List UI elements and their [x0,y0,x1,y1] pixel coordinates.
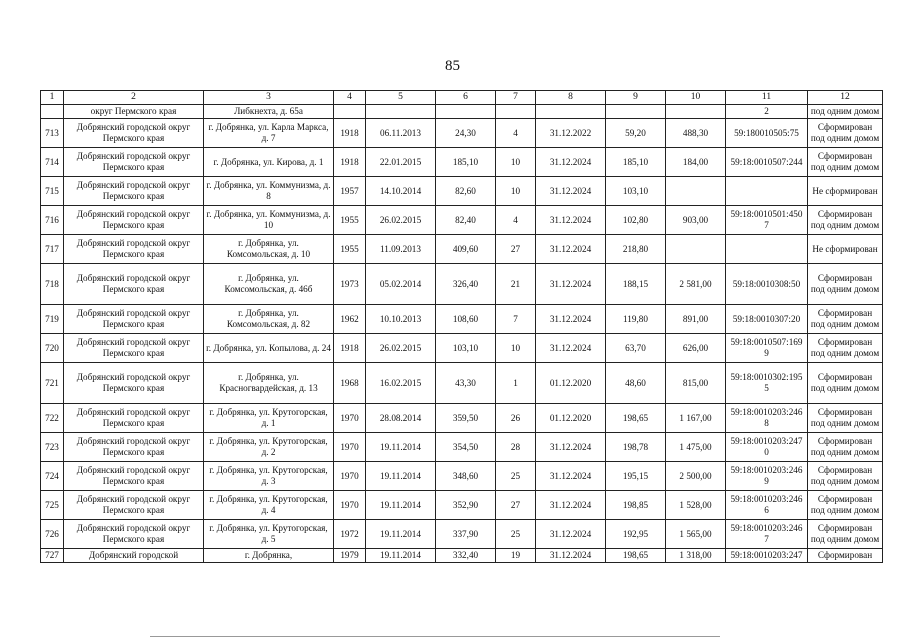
cell-municipality: Добрянский городской округ Пермского края [64,334,204,363]
cell-cadastral: 59:18:0010203:247 [726,549,808,563]
cell-area3: 184,00 [666,148,726,177]
table-row [41,433,883,462]
cell-address: г. Добрянка, ул. Комсомольская, д. 10 [204,235,334,264]
cell-residents: 4 [496,206,536,235]
cell-status: Сформирован под одним домом [808,334,883,363]
cell-deadline: 01.12.2020 [536,363,606,404]
cell-area2: 188,15 [606,264,666,305]
cell-address: г. Добрянка, [204,549,334,563]
cell-address: г. Добрянка, ул. Крутогорская, д. 2 [204,433,334,462]
cell-deadline: 31.12.2024 [536,520,606,549]
cell-deadline: 31.12.2024 [536,549,606,563]
cell-area2: 198,65 [606,404,666,433]
cell-residents: 4 [496,119,536,148]
cell-area3: 891,00 [666,305,726,334]
cell-area: 103,10 [436,334,496,363]
cell-area3: 1 167,00 [666,404,726,433]
cell-status: Сформирован под одним домом [808,264,883,305]
cell-area: 337,90 [436,520,496,549]
cell-cadastral: 59:18:0010507:169 9 [726,334,808,363]
cell-residents: 27 [496,235,536,264]
cell-municipality: Добрянский городской округ Пермского края [64,404,204,433]
cell-municipality: Добрянский городской округ Пермского края [64,235,204,264]
column-header: 7 [496,91,536,105]
cell-cadastral: 2 [726,105,808,119]
cell-area [436,105,496,119]
cell-area: 352,90 [436,491,496,520]
cell-deadline: 31.12.2024 [536,264,606,305]
cell-deadline: 31.12.2024 [536,491,606,520]
column-header: 10 [666,91,726,105]
cell-municipality: Добрянский городской округ Пермского края [64,363,204,404]
cell-deadline: 31.12.2024 [536,433,606,462]
table-row [41,491,883,520]
cell-year: 1918 [334,119,366,148]
cell-residents: 1 [496,363,536,404]
cell-municipality: Добрянский городской округ Пермского края [64,177,204,206]
cell-address: г. Добрянка, ул. Крутогорская, д. 4 [204,491,334,520]
column-header: 3 [204,91,334,105]
cell-status: Сформирован под одним домом [808,462,883,491]
cell-residents: 26 [496,404,536,433]
housing-register-table [40,90,883,563]
cell-area2: 102,80 [606,206,666,235]
cell-status: под одним домом [808,105,883,119]
column-header: 4 [334,91,366,105]
cell-area3 [666,105,726,119]
cell-address: Либкнехта, д. 65а [204,105,334,119]
cell-date: 14.10.2014 [366,177,436,206]
cell-area2: 48,60 [606,363,666,404]
cell-address: г. Добрянка, ул. Коммунизма, д. 8 [204,177,334,206]
cell-year [334,105,366,119]
cell-area2: 103,10 [606,177,666,206]
cell-area2: 192,95 [606,520,666,549]
cell-area2: 63,70 [606,334,666,363]
cell-area3: 1 528,00 [666,491,726,520]
cell-residents: 10 [496,334,536,363]
cell-year: 1970 [334,433,366,462]
cell-area3: 626,00 [666,334,726,363]
cell-area2: 185,10 [606,148,666,177]
cell-area3: 488,30 [666,119,726,148]
cell-area3: 1 475,00 [666,433,726,462]
cell-area3: 1 318,00 [666,549,726,563]
cell-no: 715 [41,177,64,206]
cell-status: Сформирован под одним домом [808,148,883,177]
cell-address: г. Добрянка, ул. Красногвардейская, д. 13 [204,363,334,404]
table-row [41,404,883,433]
column-header: 12 [808,91,883,105]
cell-date: 19.11.2014 [366,462,436,491]
cell-address: г. Добрянка, ул. Коммунизма, д. 10 [204,206,334,235]
cell-cadastral: 59:18:0010203:246 6 [726,491,808,520]
cell-deadline: 01.12.2020 [536,404,606,433]
cell-no: 723 [41,433,64,462]
cell-no: 718 [41,264,64,305]
cell-area3: 1 565,00 [666,520,726,549]
cell-status: Сформирован под одним домом [808,363,883,404]
cell-cadastral: 59:18:0010203:247 0 [726,433,808,462]
cell-municipality: Добрянский городской округ Пермского края [64,520,204,549]
cell-area2: 198,78 [606,433,666,462]
cell-no: 727 [41,549,64,563]
cell-cadastral: 59:180010505:75 [726,119,808,148]
cell-no: 726 [41,520,64,549]
cell-area: 348,60 [436,462,496,491]
cell-cadastral [726,177,808,206]
cell-year: 1957 [334,177,366,206]
cell-deadline: 31.12.2024 [536,462,606,491]
cell-year: 1970 [334,462,366,491]
cell-residents: 28 [496,433,536,462]
cell-no: 714 [41,148,64,177]
column-header: 5 [366,91,436,105]
table-row [41,148,883,177]
cell-status: Сформирован под одним домом [808,305,883,334]
cell-cadastral: 59:18:0010203:246 8 [726,404,808,433]
cell-date: 22.01.2015 [366,148,436,177]
cell-date: 26.02.2015 [366,206,436,235]
cell-status: Сформирован под одним домом [808,206,883,235]
table-row [41,305,883,334]
cell-address: г. Добрянка, ул. Крутогорская, д. 1 [204,404,334,433]
cell-area: 359,50 [436,404,496,433]
table-row [41,177,883,206]
cell-address: г. Добрянка, ул. Карла Маркса, д. 7 [204,119,334,148]
cell-municipality: округ Пермского края [64,105,204,119]
cell-area: 108,60 [436,305,496,334]
cell-no: 713 [41,119,64,148]
cell-residents: 10 [496,148,536,177]
column-header: 6 [436,91,496,105]
cell-area: 82,60 [436,177,496,206]
cell-area3: 903,00 [666,206,726,235]
cell-no: 725 [41,491,64,520]
cell-year: 1972 [334,520,366,549]
cell-no: 720 [41,334,64,363]
cell-date: 26.02.2015 [366,334,436,363]
cell-date: 19.11.2014 [366,491,436,520]
column-header: 8 [536,91,606,105]
cell-status: Сформирован под одним домом [808,491,883,520]
cell-area: 24,30 [436,119,496,148]
table-row [41,549,883,563]
table-row [41,363,883,404]
cell-cadastral: 59:18:0010507:244 [726,148,808,177]
cell-date: 10.10.2013 [366,305,436,334]
cell-year: 1918 [334,334,366,363]
cell-address: г. Добрянка, ул. Крутогорская, д. 5 [204,520,334,549]
column-header: 11 [726,91,808,105]
cell-cadastral: 59:18:0010203:246 9 [726,462,808,491]
cell-residents: 25 [496,520,536,549]
table-row [41,206,883,235]
cell-year: 1962 [334,305,366,334]
cell-no: 724 [41,462,64,491]
cell-no: 716 [41,206,64,235]
cell-residents: 27 [496,491,536,520]
cell-status: Сформирован под одним домом [808,404,883,433]
cell-no [41,105,64,119]
cell-residents: 10 [496,177,536,206]
cell-area2: 198,65 [606,549,666,563]
cell-year: 1973 [334,264,366,305]
cell-date: 05.02.2014 [366,264,436,305]
cell-date: 19.11.2014 [366,433,436,462]
cell-area2: 195,15 [606,462,666,491]
cell-date [366,105,436,119]
cell-municipality: Добрянский городской округ Пермского края [64,305,204,334]
cell-status: Не сформирован [808,235,883,264]
cell-status: Сформирован под одним домом [808,433,883,462]
cell-address: г. Добрянка, ул. Крутогорская, д. 3 [204,462,334,491]
cell-area2: 198,85 [606,491,666,520]
table-row [41,119,883,148]
cell-date: 06.11.2013 [366,119,436,148]
cell-area3: 2 581,00 [666,264,726,305]
table-row [41,462,883,491]
cell-year: 1970 [334,491,366,520]
cell-year: 1968 [334,363,366,404]
cell-no: 717 [41,235,64,264]
table-row [41,334,883,363]
cell-year: 1918 [334,148,366,177]
cell-year: 1979 [334,549,366,563]
cell-area: 43,30 [436,363,496,404]
cell-status: Сформирован под одним домом [808,119,883,148]
cell-residents: 7 [496,305,536,334]
cell-area: 409,60 [436,235,496,264]
cell-area2 [606,105,666,119]
cell-date: 28.08.2014 [366,404,436,433]
column-header: 9 [606,91,666,105]
cell-date: 11.09.2013 [366,235,436,264]
cell-area3: 815,00 [666,363,726,404]
cell-municipality: Добрянский городской округ Пермского края [64,462,204,491]
cell-no: 719 [41,305,64,334]
cell-year: 1955 [334,235,366,264]
cell-municipality: Добрянский городской округ Пермского края [64,264,204,305]
cell-year: 1955 [334,206,366,235]
cell-deadline: 31.12.2022 [536,119,606,148]
cell-deadline: 31.12.2024 [536,177,606,206]
cell-area: 185,10 [436,148,496,177]
cell-area3 [666,177,726,206]
column-header: 2 [64,91,204,105]
cell-cadastral: 59:18:0010307:20 [726,305,808,334]
continuation-row [41,105,883,119]
cell-deadline: 31.12.2024 [536,334,606,363]
column-header: 1 [41,91,64,105]
cell-municipality: Добрянский городской [64,549,204,563]
page-number: 85 [445,58,460,74]
cell-municipality: Добрянский городской округ Пермского края [64,148,204,177]
cell-date: 16.02.2015 [366,363,436,404]
cell-status: Сформирован под одним домом [808,520,883,549]
cell-deadline: 31.12.2024 [536,305,606,334]
cell-address: г. Добрянка, ул. Комсомольская, д. 46б [204,264,334,305]
cell-area2: 59,20 [606,119,666,148]
cell-address: г. Добрянка, ул. Комсомольская, д. 82 [204,305,334,334]
cell-status: Сформирован [808,549,883,563]
cell-area: 332,40 [436,549,496,563]
cell-municipality: Добрянский городской округ Пермского края [64,433,204,462]
cell-deadline: 31.12.2024 [536,206,606,235]
cell-area3: 2 500,00 [666,462,726,491]
cell-area: 326,40 [436,264,496,305]
cell-area: 82,40 [436,206,496,235]
cell-address: г. Добрянка, ул. Копылова, д. 24 [204,334,334,363]
scan-edge-line [150,636,720,637]
cell-area: 354,50 [436,433,496,462]
cell-residents: 21 [496,264,536,305]
cell-year: 1970 [334,404,366,433]
cell-area2: 119,80 [606,305,666,334]
cell-address: г. Добрянка, ул. Кирова, д. 1 [204,148,334,177]
cell-area2: 218,80 [606,235,666,264]
cell-residents: 19 [496,549,536,563]
table-row [41,520,883,549]
cell-deadline: 31.12.2024 [536,235,606,264]
table-row [41,264,883,305]
cell-date: 19.11.2014 [366,549,436,563]
cell-cadastral: 59:18:0010302:195 5 [726,363,808,404]
cell-date: 19.11.2014 [366,520,436,549]
cell-cadastral: 59:18:0010501:450 7 [726,206,808,235]
cell-area3 [666,235,726,264]
cell-deadline: 31.12.2024 [536,148,606,177]
cell-deadline [536,105,606,119]
cell-cadastral: 59:18:0010203:246 7 [726,520,808,549]
cell-municipality: Добрянский городской округ Пермского края [64,491,204,520]
cell-cadastral: 59:18:0010308:50 [726,264,808,305]
table-row [41,235,883,264]
column-number-row [41,91,883,105]
cell-residents: 25 [496,462,536,491]
cell-residents [496,105,536,119]
cell-status: Не сформирован [808,177,883,206]
cell-municipality: Добрянский городской округ Пермского края [64,119,204,148]
cell-cadastral [726,235,808,264]
cell-no: 722 [41,404,64,433]
cell-municipality: Добрянский городской округ Пермского края [64,206,204,235]
cell-no: 721 [41,363,64,404]
